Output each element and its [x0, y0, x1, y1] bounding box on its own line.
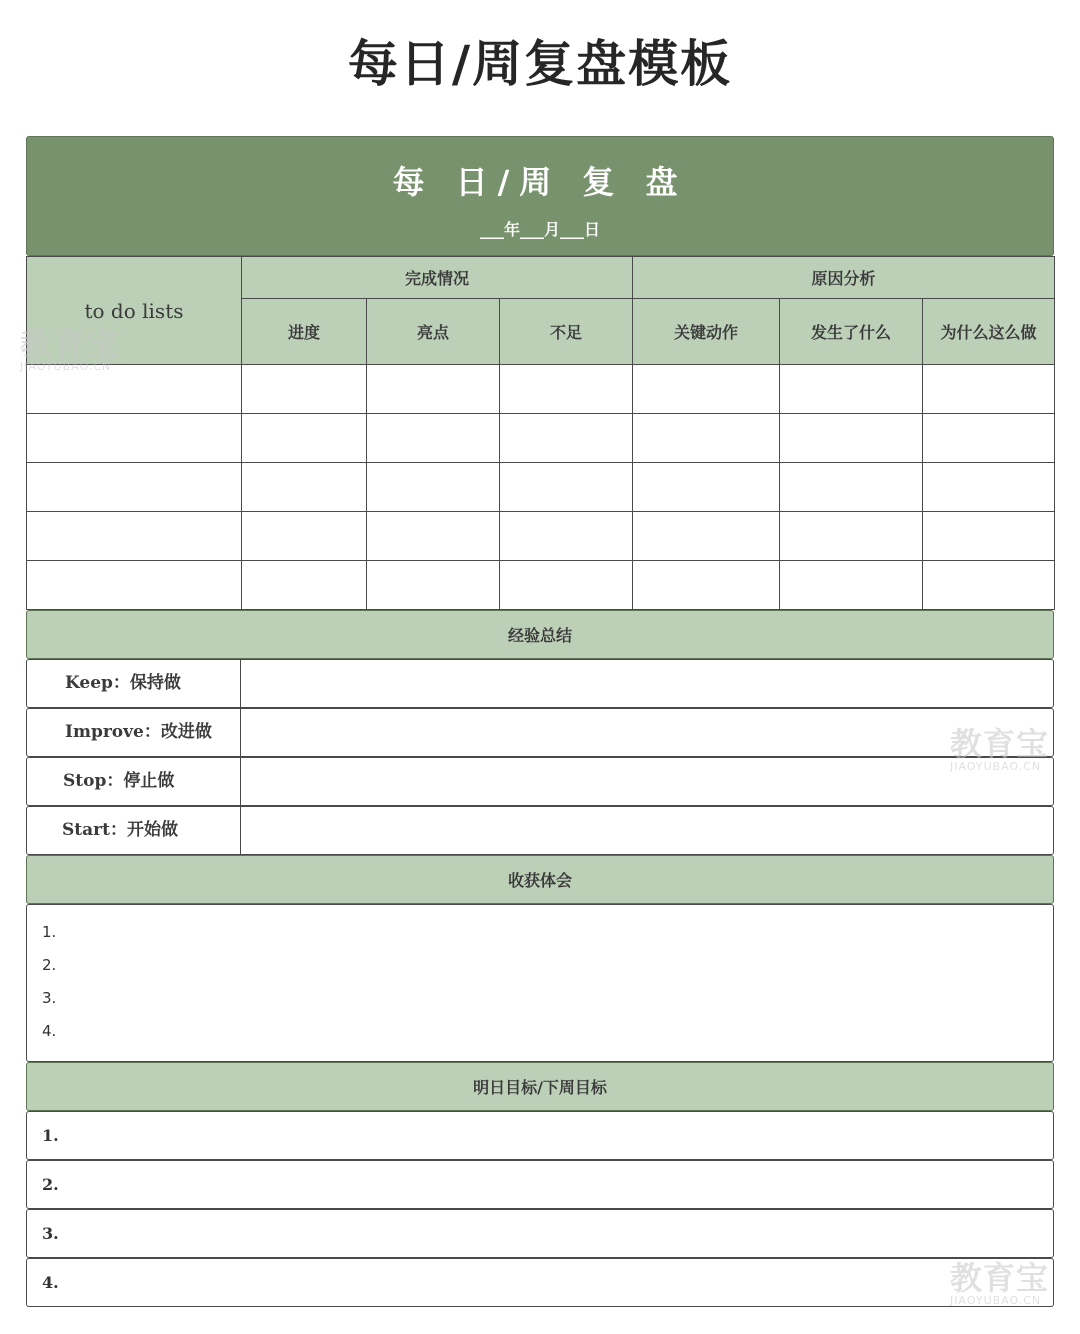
table-cell[interactable] [780, 414, 923, 463]
harvest-header: 收获体会 [26, 855, 1054, 904]
completion-group-header: 完成情况 [242, 257, 633, 299]
table-cell[interactable] [367, 365, 500, 414]
table-cell[interactable] [633, 463, 780, 512]
column-header: 亮点 [367, 299, 500, 365]
sheet-title: 每 日/周 复 盘 [392, 163, 688, 201]
table-cell[interactable] [633, 512, 780, 561]
table-cell[interactable] [780, 365, 923, 414]
goal-row[interactable]: 3. [26, 1209, 1054, 1258]
sheet-header [26, 136, 1054, 256]
watermark-url: JIAOYUBAO.CN [950, 760, 1042, 773]
improve-field[interactable] [241, 709, 1053, 756]
column-header: 不足 [500, 299, 633, 365]
table-row [27, 414, 1055, 463]
harvest-list[interactable] [26, 904, 1054, 1062]
table-cell[interactable] [500, 561, 633, 610]
watermark-text: 教育宝 [20, 325, 120, 363]
watermark-logo [950, 725, 1050, 773]
keep-label: Keep：保持做 [27, 660, 241, 707]
table-cell[interactable] [780, 512, 923, 561]
date-line: ___年___月___日 [479, 220, 600, 239]
start-field[interactable] [241, 807, 1053, 854]
table-cell[interactable] [27, 561, 242, 610]
column-header: 关键动作 [633, 299, 780, 365]
table-cell[interactable] [367, 512, 500, 561]
list-item: 2. [42, 956, 57, 974]
watermark-url: JIAOYUBAO.CN [950, 1294, 1042, 1307]
watermark-logo [950, 1259, 1050, 1307]
keep-field[interactable] [241, 660, 1053, 707]
table-cell[interactable] [367, 463, 500, 512]
table-cell[interactable] [500, 512, 633, 561]
goal-row[interactable]: 2. [26, 1160, 1054, 1209]
table-row [27, 463, 1055, 512]
table-cell[interactable] [27, 463, 242, 512]
improve-label: Improve：改进做 [27, 709, 241, 756]
table-cell[interactable] [923, 365, 1055, 414]
table-cell[interactable] [780, 561, 923, 610]
table-cell[interactable] [923, 414, 1055, 463]
watermark-text: 教育宝 [950, 725, 1050, 763]
table-cell[interactable] [242, 365, 367, 414]
improve-row [26, 708, 1054, 757]
table-cell[interactable] [923, 463, 1055, 512]
table-cell[interactable] [27, 414, 242, 463]
table-row [27, 512, 1055, 561]
table-cell[interactable] [780, 463, 923, 512]
table-cell[interactable] [367, 414, 500, 463]
table-cell[interactable] [923, 512, 1055, 561]
stop-label: Stop：停止做 [27, 758, 241, 805]
goals-header: 明日目标/下周目标 [26, 1062, 1054, 1111]
column-header: 进度 [242, 299, 367, 365]
todo-header: to do lists [27, 257, 242, 365]
page-title: 每日/周复盘模板 [347, 34, 733, 93]
column-header: 为什么这么做 [923, 299, 1055, 365]
analysis-group-header: 原因分析 [633, 257, 1055, 299]
review-sheet [26, 136, 1054, 1307]
table-row [27, 561, 1055, 610]
column-header: 发生了什么 [780, 299, 923, 365]
goal-row[interactable]: 4. [26, 1258, 1054, 1307]
start-row [26, 806, 1054, 855]
table-cell[interactable] [500, 365, 633, 414]
goal-row[interactable]: 1. [26, 1111, 1054, 1160]
list-item: 3. [42, 989, 57, 1007]
table-cell[interactable] [923, 561, 1055, 610]
list-item: 4. [42, 1022, 57, 1040]
table-cell[interactable] [367, 561, 500, 610]
todo-table [26, 256, 1055, 610]
table-cell[interactable] [242, 561, 367, 610]
keep-row [26, 659, 1054, 708]
stop-row [26, 757, 1054, 806]
table-cell[interactable] [633, 365, 780, 414]
table-cell[interactable] [500, 414, 633, 463]
list-item: 1. [42, 923, 57, 941]
watermark-logo [20, 325, 120, 373]
start-label: Start：开始做 [27, 807, 241, 854]
table-cell[interactable] [242, 463, 367, 512]
watermark-text: 教育宝 [950, 1259, 1050, 1297]
watermark-url: JIAOYUBAO.CN [20, 360, 112, 373]
table-cell[interactable] [633, 561, 780, 610]
table-cell[interactable] [242, 414, 367, 463]
stop-field[interactable] [241, 758, 1053, 805]
table-row [27, 365, 1055, 414]
table-cell[interactable] [27, 512, 242, 561]
experience-header: 经验总结 [26, 610, 1054, 659]
table-cell[interactable] [500, 463, 633, 512]
table-cell[interactable] [633, 414, 780, 463]
table-cell[interactable] [242, 512, 367, 561]
